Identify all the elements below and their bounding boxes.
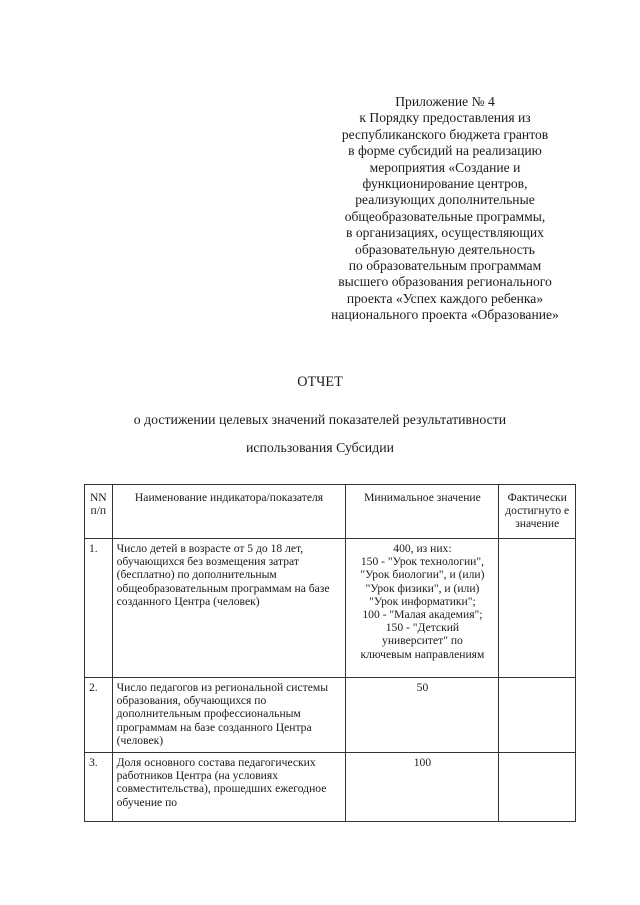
appendix-line: функционирование центров, (362, 176, 528, 192)
report-subtitle: о достижении целевых значений показателей результативности (133, 412, 507, 427)
appendix-line: республиканского бюджета грантов (341, 126, 549, 142)
appendix-line: проекта «Успех каждого ребенка» (346, 290, 544, 306)
row-num: 3. (85, 753, 113, 822)
appendix-line: по образовательным программам (348, 258, 542, 274)
min-value-line: 100 (413, 756, 432, 769)
row-num: 1. (85, 539, 113, 678)
header-fact-value: Фактически достигнуто е значение (499, 485, 576, 539)
min-value-line: 400, из них: (393, 542, 452, 555)
table-row (85, 753, 576, 822)
appendix-line: мероприятия «Создание и (369, 159, 521, 175)
min-value-line: "Урок биологии", и (или) (360, 568, 485, 582)
table-row (85, 539, 576, 678)
table-row (85, 678, 576, 753)
indicator-name: Число детей в возрасте от 5 до 18 лет, обучающихся без возмещения затрат (бесплатно) по дополнительным общеобразовательным программам на базе созданного Центра (человек) (112, 539, 346, 678)
min-value-line: "Урок физики", и (или) (365, 581, 480, 595)
appendix-line: образовательную деятельность (355, 241, 535, 257)
min-value-line: университет" по (382, 634, 463, 648)
indicator-name: Доля основного состава педагогических работников Центра (на условиях совместительства), прошедших ежегодное обучение по (112, 753, 346, 822)
appendix-line: к Порядку предоставления из (359, 110, 531, 126)
header-min-value: Минимальное значение (346, 485, 499, 539)
min-value-line: "Урок информатики"; (369, 594, 476, 608)
min-value-line: ключевым направлениям (360, 647, 485, 661)
min-value-line: 50 (416, 681, 429, 694)
appendix-line: национального проекта «Образование» (331, 307, 559, 323)
appendix-line: в форме субсидий на реализацию (348, 143, 542, 159)
min-value-line: 150 - "Детский (385, 621, 460, 635)
min-value (346, 678, 499, 753)
min-value (346, 539, 499, 678)
min-value (346, 753, 499, 822)
fact-value (499, 678, 576, 753)
report-subtitle: использования Субсидии (246, 440, 394, 455)
min-value-line: 100 - "Малая академия"; (362, 608, 483, 622)
appendix-line: Приложение № 4 (395, 94, 495, 109)
table-header-row (85, 485, 576, 539)
appendix-line: высшего образования регионального (338, 274, 552, 290)
appendix-line: общеобразовательные программы, (344, 208, 546, 224)
min-value-line: 150 - "Урок технологии", (360, 555, 485, 569)
indicator-name: Число педагогов из региональной системы образования, обучающихся по дополнительным профессиональным программам на базе созданного Центра (человек) (112, 678, 346, 753)
fact-value (499, 753, 576, 822)
header-num: NN п/п (85, 485, 113, 539)
header-name: Наименование индикатора/показателя (112, 485, 346, 539)
appendix-line: реализующих дополнительные (355, 192, 535, 208)
report-title: ОТЧЕТ (297, 374, 343, 390)
row-num: 2. (85, 678, 113, 753)
indicators-table (84, 484, 576, 822)
appendix-line: в организациях, осуществляющих (346, 225, 544, 241)
fact-value (499, 539, 576, 678)
appendix-header (300, 94, 590, 324)
